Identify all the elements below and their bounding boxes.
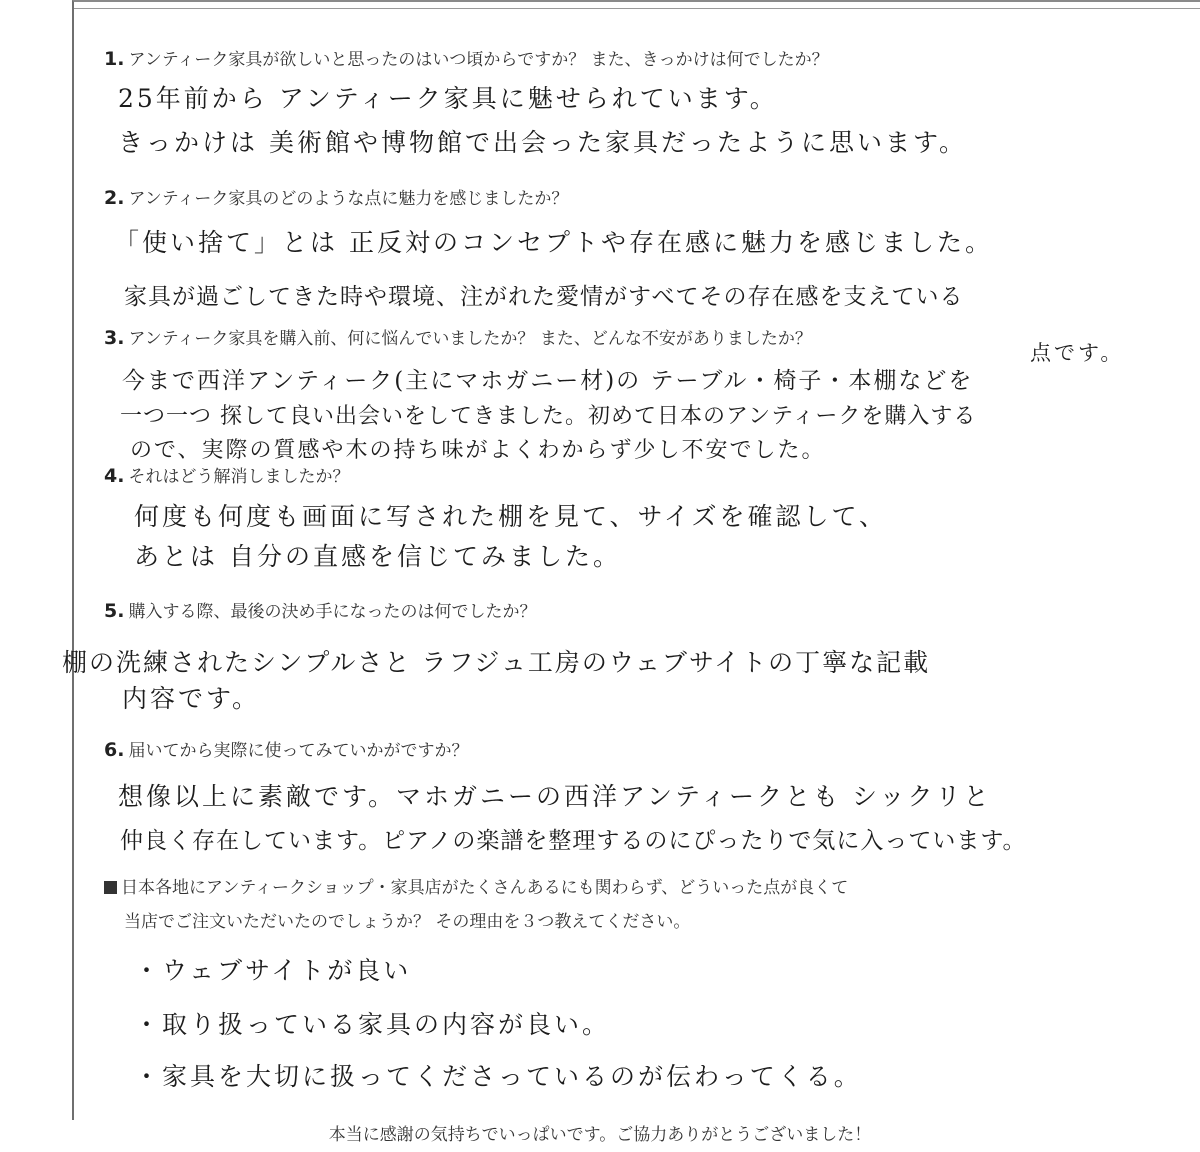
reason-2: ・取り扱っている家具の内容が良い。: [134, 1010, 611, 1039]
question-text: 購入する際、最後の決め手になったのは何でしたか？: [128, 602, 537, 622]
answer-6-line-2: 仲良く存在しています。ピアノの楽譜を整理するのにぴったりで気に入っています。: [120, 828, 1027, 854]
answer-2-line-3: 点です。: [1030, 341, 1125, 365]
question-number: 1.: [104, 48, 125, 70]
question-3: [104, 327, 812, 350]
question-4: [104, 465, 349, 488]
question-text: アンティーク家具のどのような点に魅力を感じましたか？: [128, 189, 569, 209]
question-text: アンティーク家具を購入前、何に悩んでいましたか？ また、どんな不安がありましたか？: [128, 329, 812, 349]
question-number: 6.: [104, 739, 125, 761]
question-number: 3.: [104, 327, 125, 349]
question-number: 2.: [104, 187, 125, 209]
answer-3-line-1: 今まで西洋アンティーク(主にマホガニー材)の テーブル・椅子・本棚などを: [122, 368, 974, 394]
final-question-line-2: 当店でご注文いただいたのでしょうか？ その理由を３つ教えてください。: [124, 912, 691, 932]
question-text: アンティーク家具が欲しいと思ったのはいつ頃からですか？ また、きっかけは何でしたか？: [128, 50, 829, 70]
answer-5-line-1: 棚の洗練されたシンプルさと ラフジュ工房のウェブサイトの丁寧な記載: [62, 648, 931, 677]
thank-you-footer: 本当に感謝の気持ちでいっぱいです。ご協力ありがとうございました！: [328, 1125, 872, 1145]
question-number: 5.: [104, 600, 125, 622]
final-question-line-1: 日本各地にアンティークショップ・家具店がたくさんあるにも関わらず、どういった点が良くて: [104, 877, 848, 899]
square-bullet-icon: [104, 881, 117, 894]
answer-5-line-2: 内容です。: [122, 684, 261, 713]
answer-4-line-2: あとは 自分の直感を信じてみました。: [134, 542, 621, 571]
question-1: [104, 48, 829, 71]
question-5: [104, 600, 536, 623]
answer-3-line-2: 一つ一つ 探して良い出会いをしてきました。初めて日本のアンティークを購入する: [120, 404, 977, 429]
reason-3: ・家具を大切に扱ってくださっているのが伝わってくる。: [134, 1062, 862, 1091]
answer-3-line-3: ので、実際の質感や木の持ち味がよくわからず少し不安でした。: [130, 438, 826, 463]
answer-2-line-2: 家具が過ごしてきた時や環境、注がれた愛情がすべてその存在感を支えている: [124, 284, 964, 310]
answer-6-line-1: 想像以上に素敵です。マホガニーの西洋アンティークとも シックリと: [118, 782, 992, 811]
question-6: [104, 739, 468, 762]
answer-1-line-2: きっかけは 美術館や博物館で出会った家具だったように思います。: [118, 128, 967, 157]
answer-1-line-1: 25年前から アンティーク家具に魅せられています。: [118, 84, 778, 113]
question-text: それはどう解消しましたか？: [128, 467, 350, 487]
question-2: [104, 187, 568, 210]
question-text: 届いてから実際に使ってみていかがですか？: [128, 741, 469, 761]
reason-1: ・ウェブサイトが良い: [134, 956, 412, 985]
question-number: 4.: [104, 465, 125, 487]
answer-2-line-1: 「使い捨て」とは 正反対のコンセプトや存在感に魅力を感じました。: [114, 228, 993, 257]
answer-4-line-1: 何度も何度も画面に写された棚を見て、サイズを確認して、: [134, 502, 888, 531]
